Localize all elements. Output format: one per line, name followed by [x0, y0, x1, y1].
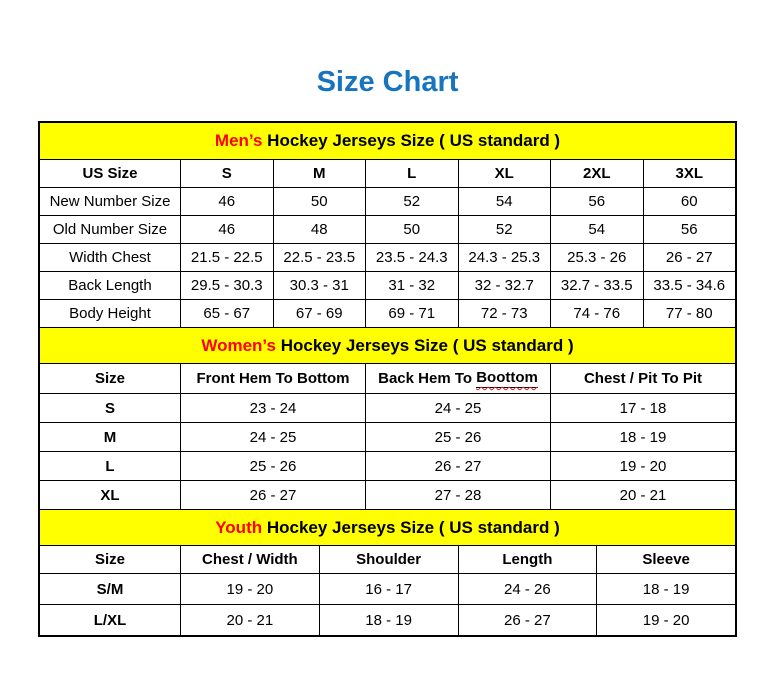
header-cell: Chest / Pit To Pit [550, 364, 735, 393]
data-cell: 56 [643, 216, 736, 243]
data-cell: 27 - 28 [365, 481, 550, 509]
data-cell: 18 - 19 [550, 423, 735, 451]
data-cell: 17 - 18 [550, 394, 735, 422]
data-cell: 21.5 - 22.5 [180, 244, 273, 271]
data-cell: 54 [550, 216, 643, 243]
youth-section-highlight: Youth [215, 517, 263, 537]
womens-row-l [40, 451, 735, 480]
row-label-cell: L [105, 457, 115, 475]
header-cell: Chest / Width [180, 546, 319, 573]
header-cell: S [180, 160, 273, 187]
mens-row-width-chest [40, 243, 735, 271]
data-cell: 25 - 26 [365, 423, 550, 451]
data-cell: 16 - 17 [319, 574, 458, 604]
mens-section-highlight: Men’s [214, 131, 263, 150]
row-label-cell: New Number Size [49, 193, 171, 210]
data-cell: 29.5 - 30.3 [180, 272, 273, 299]
data-cell: 20 - 21 [180, 605, 319, 635]
row-label-cell: S/M [96, 580, 124, 598]
data-cell: 46 [180, 216, 273, 243]
data-cell: 19 - 20 [550, 452, 735, 480]
misspelled-word: Boottom [476, 369, 538, 386]
data-cell: 46 [180, 188, 273, 215]
header-cell: 3XL [643, 160, 736, 187]
data-cell: 65 - 67 [180, 300, 273, 327]
size-chart-tables [38, 121, 737, 637]
row-label-cell: Back Length [68, 277, 152, 294]
data-cell: 23 - 24 [180, 394, 365, 422]
header-cell: XL [458, 160, 551, 187]
data-cell: 20 - 21 [550, 481, 735, 509]
womens-section-header [40, 327, 735, 363]
row-label-cell: S [104, 399, 115, 417]
header-cell: Front Hem To Bottom [180, 364, 365, 393]
womens-section-highlight: Women’s [201, 335, 276, 355]
womens-row-m [40, 422, 735, 451]
youth-header-row [40, 545, 735, 573]
data-cell: 52 [458, 216, 551, 243]
data-cell: 50 [365, 216, 458, 243]
data-cell: 26 - 27 [365, 452, 550, 480]
data-cell: 77 - 80 [643, 300, 736, 327]
data-cell: 52 [365, 188, 458, 215]
mens-section-rest: Hockey Jerseys Size ( US standard ) [262, 131, 561, 150]
data-cell: 26 - 27 [180, 481, 365, 509]
data-cell: 26 - 27 [458, 605, 597, 635]
womens-row-s [40, 393, 735, 422]
row-label-cell: M [103, 428, 117, 446]
header-cell: 2XL [550, 160, 643, 187]
header-cell: L [365, 160, 458, 187]
data-cell: 19 - 20 [596, 605, 735, 635]
data-cell: 30.3 - 31 [273, 272, 366, 299]
youth-table [40, 545, 735, 635]
mens-table [40, 159, 735, 327]
mens-row-old-number-size [40, 215, 735, 243]
header-text: Back Hem To [378, 370, 477, 387]
data-cell: 32.7 - 33.5 [550, 272, 643, 299]
header-cell [365, 364, 550, 393]
mens-row-new-number-size [40, 187, 735, 215]
data-cell: 74 - 76 [550, 300, 643, 327]
header-cell: M [273, 160, 366, 187]
youth-row-lxl [40, 604, 735, 635]
data-cell: 18 - 19 [319, 605, 458, 635]
mens-row-body-height [40, 299, 735, 327]
data-cell: 24 - 26 [458, 574, 597, 604]
data-cell: 19 - 20 [180, 574, 319, 604]
data-cell: 60 [643, 188, 736, 215]
row-label-cell: Width Chest [69, 249, 151, 266]
womens-row-xl [40, 480, 735, 509]
data-cell: 25.3 - 26 [550, 244, 643, 271]
data-cell: 33.5 - 34.6 [643, 272, 736, 299]
youth-row-sm [40, 573, 735, 604]
youth-section-header [40, 509, 735, 545]
row-label-cell: L/XL [93, 611, 127, 629]
womens-section-rest: Hockey Jerseys Size ( US standard ) [275, 335, 574, 355]
data-cell: 24 - 25 [365, 394, 550, 422]
page-title: Size Chart [316, 66, 459, 98]
data-cell: 69 - 71 [365, 300, 458, 327]
data-cell: 67 - 69 [273, 300, 366, 327]
data-cell: 31 - 32 [365, 272, 458, 299]
header-cell: US Size [82, 165, 138, 182]
data-cell: 24.3 - 25.3 [458, 244, 551, 271]
womens-table [40, 363, 735, 509]
data-cell: 54 [458, 188, 551, 215]
youth-section-rest: Hockey Jerseys Size ( US standard ) [262, 517, 560, 537]
row-label-cell: XL [100, 486, 120, 504]
data-cell: 72 - 73 [458, 300, 551, 327]
mens-row-back-length [40, 271, 735, 299]
data-cell: 25 - 26 [180, 452, 365, 480]
row-label-cell: Body Height [69, 305, 151, 322]
data-cell: 24 - 25 [180, 423, 365, 451]
header-cell: Sleeve [596, 546, 735, 573]
header-cell: Size [94, 551, 125, 568]
data-cell: 48 [273, 216, 366, 243]
data-cell: 32 - 32.7 [458, 272, 551, 299]
data-cell: 18 - 19 [596, 574, 735, 604]
row-label-cell: Old Number Size [52, 221, 168, 238]
header-cell: Length [458, 546, 597, 573]
mens-header-row [40, 159, 735, 187]
data-cell: 56 [550, 188, 643, 215]
data-cell: 26 - 27 [643, 244, 736, 271]
data-cell: 23.5 - 24.3 [365, 244, 458, 271]
data-cell: 50 [273, 188, 366, 215]
data-cell: 22.5 - 23.5 [273, 244, 366, 271]
header-cell: Shoulder [319, 546, 458, 573]
mens-section-header [40, 123, 735, 159]
header-cell: Size [94, 370, 125, 387]
womens-header-row [40, 363, 735, 393]
